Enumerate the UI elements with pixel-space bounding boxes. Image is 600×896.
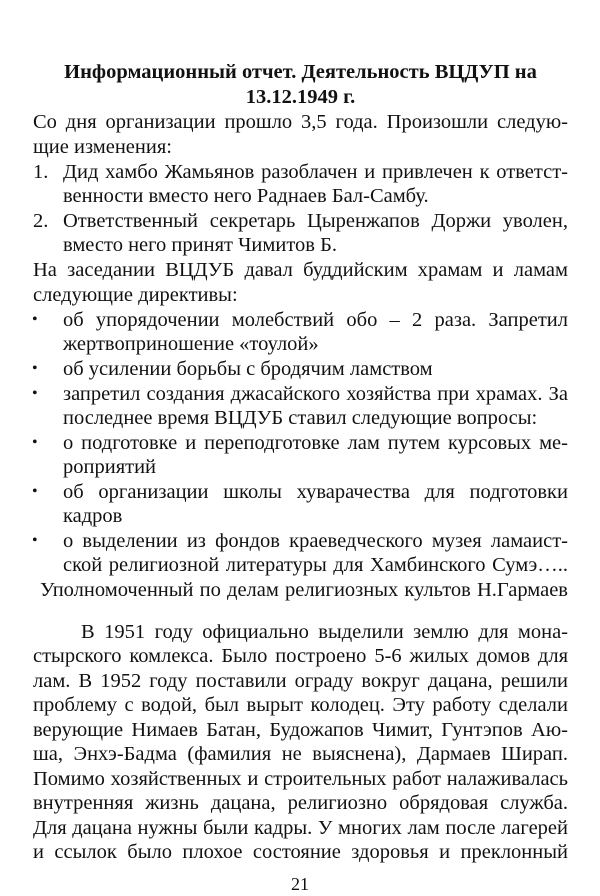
bullet-item-6-line-1: о выделении из фондов краеведческого музея ламаист- — [63, 530, 568, 552]
intro-line-1: Со дня организации прошло 3,5 года. Произошли следую- — [33, 111, 568, 133]
bullet-icon: • — [32, 360, 38, 377]
bullet-icon: • — [32, 385, 38, 402]
bullet-icon: • — [32, 311, 38, 328]
directives-intro-line-2: следующие директивы: — [33, 284, 238, 306]
bullet-item-1-line-2: жертвоприношение «тоулой» — [63, 333, 319, 355]
paragraph-line-8: внутренняя жизнь дацана, религиозно обрядовая служба. — [33, 792, 568, 814]
numbered-item-2-line-1: Ответственный секретарь Цыренжапов Доржи уволен, — [63, 210, 568, 232]
bullet-item-3-line-1: запретил создания джасайского хозяйства при храмах. За — [63, 383, 568, 405]
document-title-line-2: 13.12.1949 г. — [245, 86, 356, 108]
bullet-item-4-line-1: о подготовке и переподготовке лам путем курсовых ме- — [63, 432, 568, 454]
signature: Уполномоченный по делам религиозных культов Н.Гармаев — [40, 579, 568, 601]
bullet-item-1-line-1: об упорядочении молебствий обо – 2 раза. Запретил — [63, 309, 568, 331]
page-number: 21 — [291, 874, 309, 894]
bullet-item-6-line-2: ской религиозной литературы для Хамбинского Сумэ….. — [63, 554, 568, 576]
document-title-line-1: Информационный отчет. Деятельность ВЦДУП на — [64, 61, 537, 83]
paragraph-line-9: Для дацана нужны были кадры. У многих лам после лагерей — [33, 817, 568, 839]
numbered-item-2-line-2: вместо него принят Чимитов Б. — [63, 234, 337, 256]
bullet-icon: • — [32, 483, 38, 500]
paragraph-line-2: стырского комлекса. Было построено 5-6 жилых домов для — [33, 645, 568, 667]
list-number-1: 1. — [33, 161, 49, 183]
bullet-item-4-line-2: роприятий — [63, 456, 157, 478]
bullet-item-5-line-1: об организации школы хуварачества для подготовки — [63, 481, 568, 503]
paragraph-line-6: ша, Энхэ-Бадма (фамилия не выяснена), Дармаев Ширап. — [33, 743, 568, 765]
bullet-icon: • — [32, 434, 38, 451]
paragraph-line-1: В 1951 году официально выделили землю для мона- — [81, 621, 568, 643]
intro-line-2: щие изменения: — [33, 136, 172, 158]
numbered-item-1-line-2: венности вместо него Раднаев Бал-Самбу. — [63, 185, 429, 207]
bullet-icon: • — [32, 532, 38, 549]
bullet-item-3-line-2: последнее время ВЦДУБ ставил следующие вопросы: — [63, 407, 538, 429]
bullet-item-5-line-2: кадров — [63, 505, 123, 527]
paragraph-line-10: и ссылок было плохое состояние здоровья и преклонный — [33, 841, 568, 863]
list-number-2: 2. — [33, 210, 49, 232]
bullet-item-2-line-1: об усилении борьбы с бродячим ламством — [63, 358, 433, 380]
paragraph-line-3: лам. В 1952 году поставили ограду вокруг дацана, решили — [33, 670, 568, 692]
paragraph-line-5: верующие Нимаев Батан, Будожапов Чимит, Гунтэпов Аю- — [33, 719, 568, 741]
paragraph-line-7: Помимо хозяйственных и строительных работ налаживалась — [33, 768, 568, 790]
paragraph-line-4: проблему с водой, был вырыт колодец. Эту работу сделали — [33, 694, 568, 716]
directives-intro-line-1: На заседании ВЦДУБ давал буддийским храмам и ламам — [33, 259, 568, 281]
numbered-item-1-line-1: Дид хамбо Жамьянов разоблачен и привлечен к ответст- — [63, 161, 568, 183]
